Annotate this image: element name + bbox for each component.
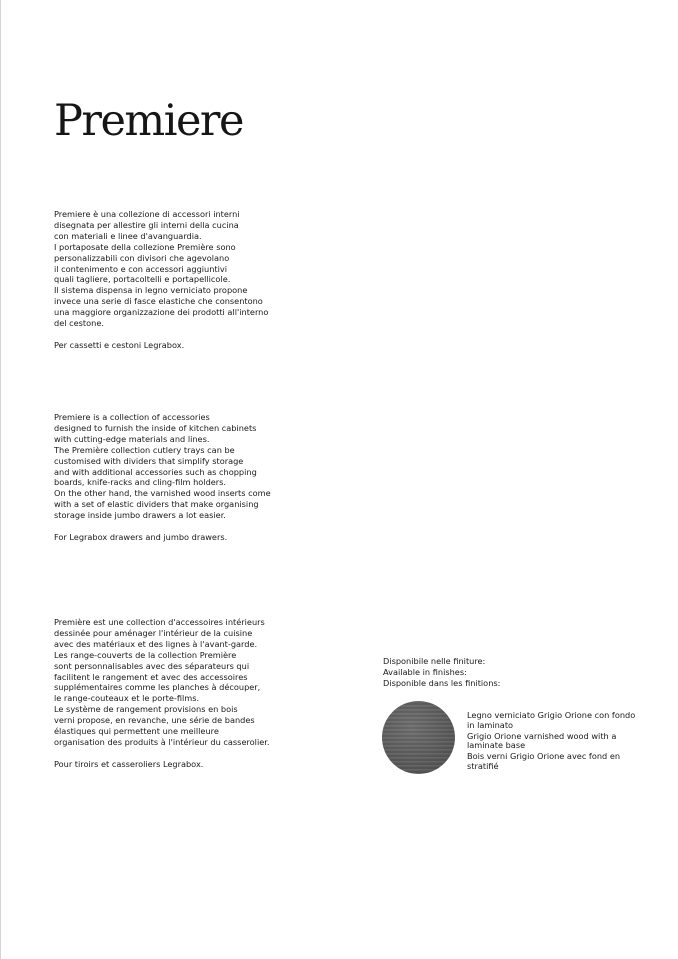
finishes-heading-fr: Disponible dans les finitions: — [383, 677, 501, 688]
finishes-heading-it: Disponibile nelle finiture: — [383, 656, 486, 666]
finish-labels — [467, 711, 637, 773]
italian-body: Premiere è una collezione di accessori interni disegnata per allestire gli interni della cucina con materiali e linee d'avanguardia. I portaposate della collezione Première sono personalizzabili con divisori che agevolano il contenimento e con accessori aggiuntivi quali taglierе, portacoltelli e portapellicole. Il sistema dispensa in legno verniciato propone invece una serie di fasce elastiche che consentono una maggiore organizzazione dei prodotti all'interno del cestone. — [54, 209, 269, 329]
french-description — [54, 617, 304, 770]
french-body: Première est une collection d'accessoires intérieurs dessinée pour aménager l'intérieur de la cuisine avec des matériaux et des lignes à l'avant-garde. Les range-couverts de la collection Première sont personnalisables avec des séparateurs qui facilitent le rangement et avec des accessoires supplémentaires comme les planches à découper, le range-couteaux et le porte-films. Le système de rangement provisions en bois verni propose, en revanche, une série de bandes élastiques qui permettent une meilleure organisation des produits à l'intérieur du casserolier. — [54, 617, 270, 747]
italian-note: Per cassetti e cestoni Legrabox. — [54, 339, 185, 350]
finishes-heading-en: Available in finishes: — [383, 666, 467, 677]
english-note: For Legrabox drawers and jumbo drawers. — [54, 531, 228, 542]
italian-description — [54, 209, 304, 351]
french-note: Pour tiroirs et casseroliers Legrabox. — [54, 758, 204, 769]
grigio-orione-swatch — [382, 701, 455, 774]
finishes-heading — [383, 656, 500, 689]
english-description — [54, 412, 304, 543]
finish-label-en: Grigio Orione varnished wood with a laminate base — [467, 730, 617, 751]
finish-label-it: Legno verniciato Grigio Orione con fondo in laminato — [467, 710, 636, 730]
english-body: Premiere is a collection of accessories designed to furnish the inside of kitchen cabinets with cutting-edge materials and lines. The Première collection cutlery trays can be customised with dividers that simplify storage and with additional accessories such as chopping boards, knife-racks and cling-film holders. On the other hand, the varnished wood inserts come with a set of elastic dividers that make organising storage inside jumbo drawers a lot easier. — [54, 412, 271, 521]
page-edge-rule — [0, 0, 1, 959]
finish-label-fr: Bois verni Grigio Orione avec fond en stratifié — [467, 751, 621, 771]
page-title: Premiere — [54, 96, 243, 146]
